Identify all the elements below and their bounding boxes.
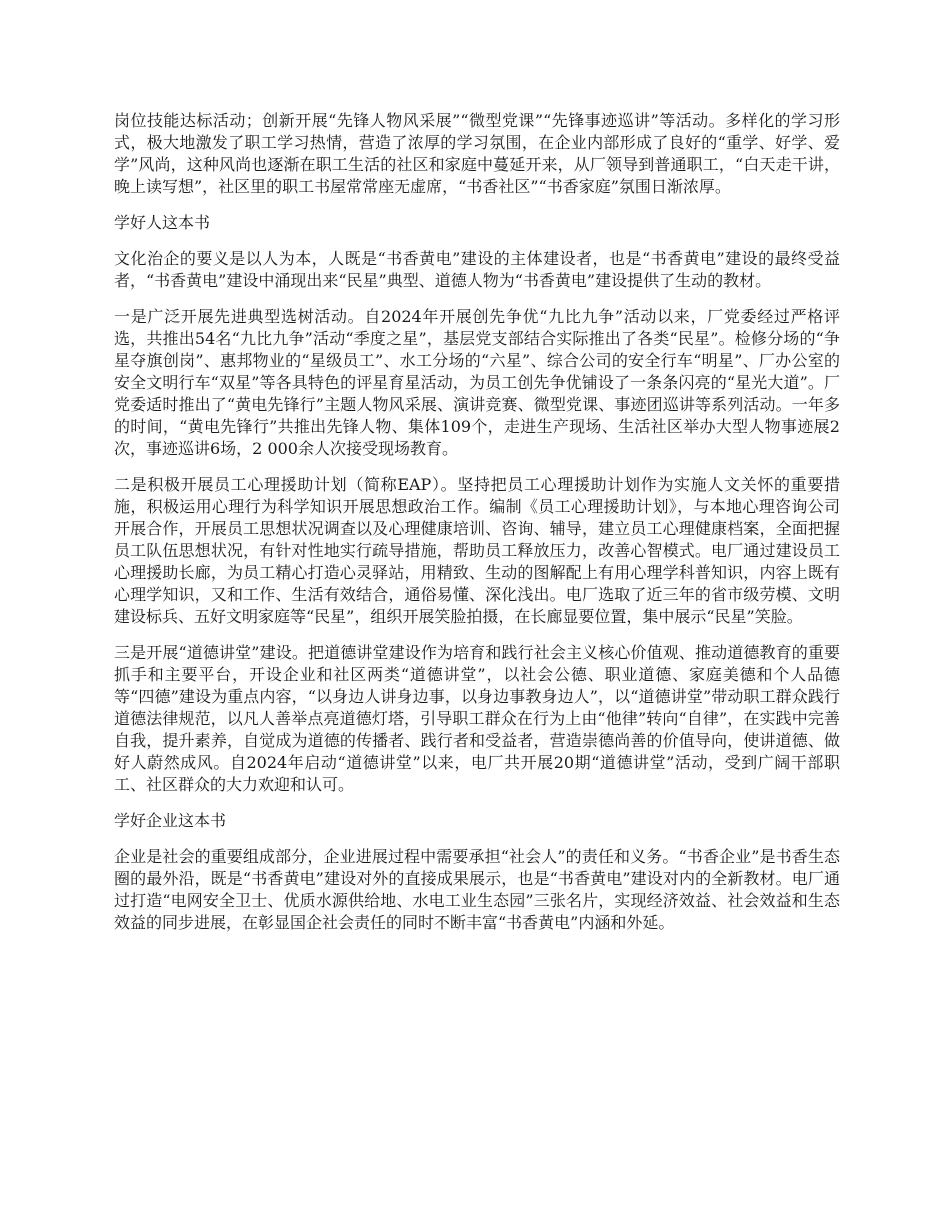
paragraph: 二是积极开展员工心理援助计划（简称EAP）。坚持把员工心理援助计划作为实施人文关怀的重要措施，积极运用心理行为科学知识开展思想政治工作。编制《员工心理援助计划》，与本地心理咨询公司开展合作，开展员工思想状况调查以及心理健康培训、咨询、辅导，建立员工心理健康档案，全面把握员工队伍思想状况，有针对性地实行疏导措施，帮助员工释放压力，改善心智模式。电厂通过建设员工心理援助长廊，为员工精心打造心灵驿站，用精致、生动的图解配上有用心理学科普知识，内容上既有心理学知识，又和工作、生活有效结合，通俗易懂、深化浅出。电厂选取了近三年的省市级劳模、文明建设标兵、五好文明家庭等“民星”，组织开展笑脸拍摄，在长廊显要位置，集中展示“民星”笑脸。 [114, 475, 840, 626]
paragraph: 文化治企的要义是以人为本，人既是“书香黄电”建设的主体建设者，也是“书香黄电”建设的最终受益者，“书香黄电”建设中涌现出来“民星”典型、道德人物为“书香黄电”建设提供了生动的教材。 [114, 249, 840, 290]
section-heading: 学好企业这本书 [114, 811, 227, 830]
paragraph: 一是广泛开展先进典型选树活动。自2024年开展创先争优“九比九争”活动以来，厂党委经过严格评选，共推出54名“九比九争”活动“季度之星”，基层党支部结合实际推出了各类“民星”。检修分场的“争星夺旗创岗”、惠邦物业的“星级员工”、水工分场的“六星”、综合公司的安全行车“明星”、厂办公室的安全文明行车“双星”等各具特色的评星育星活动，为员工创先争优铺设了一条条闪亮的“星光大道”。厂党委适时推出了“黄电先锋行”主题人物风采展、演讲竞赛、微型党课、事迹团巡讲等系列活动。一年多的时间，“黄电先锋行”共推出先锋人物、集体109个，走进生产现场、生活社区举办大型人物事迹展2次，事迹巡讲6场，2 000余人次接受现场教育。 [114, 307, 840, 458]
paragraph: 企业是社会的重要组成部分，企业进展过程中需要承担“社会人”的责任和义务。“书香企业”是书香生态圈的最外沿，既是“书香黄电”建设对外的直接成果展示，也是“书香黄电”建设对内的全新教材。电厂通过打造“电网安全卫士、优质水源供给地、水电工业生态园”三张名片，实现经济效益、社会效益和生态效益的同步进展，在彰显国企社会责任的同时不断丰富“书香黄电”内涵和外延。 [114, 847, 840, 932]
paragraph: 岗位技能达标活动；创新开展“先锋人物风采展”“微型党课”“先锋事迹巡讲”等活动。多样化的学习形式，极大地激发了职工学习热情，营造了浓厚的学习氛围，在企业内部形成了良好的“重学、好学、爱学”风尚，这种风尚也逐渐在职工生活的社区和家庭中蔓延开来，从厂领导到普通职工，“白天走干讲，晚上读写想”，社区里的职工书屋常常座无虚席，“书香社区”“书香家庭”氛围日渐浓厚。 [114, 111, 840, 196]
paragraph: 三是开展“道德讲堂”建设。把道德讲堂建设作为培育和践行社会主义核心价值观、推动道德教育的重要抓手和主要平台，开设企业和社区两类“道德讲堂”，以社会公德、职业道德、家庭美德和个人品德等“四德”建设为重点内容，“以身边人讲身边事，以身边事教身边人”，以“道德讲堂”带动职工群众践行道德法律规范，以凡人善举点亮道德灯塔，引导职工群众在行为上由“他律”转向“自律”，在实践中完善自我，提升素养，自觉成为道德的传播者、践行者和受益者，营造崇德尚善的价值导向，使讲道德、做好人蔚然成风。自2024年启动“道德讲堂”以来，电厂共开展20期“道德讲堂”活动，受到广阔干部职工、社区群众的大力欢迎和认可。 [114, 643, 840, 794]
section-heading: 学好人这本书 [114, 213, 211, 232]
document-page [114, 110, 840, 948]
